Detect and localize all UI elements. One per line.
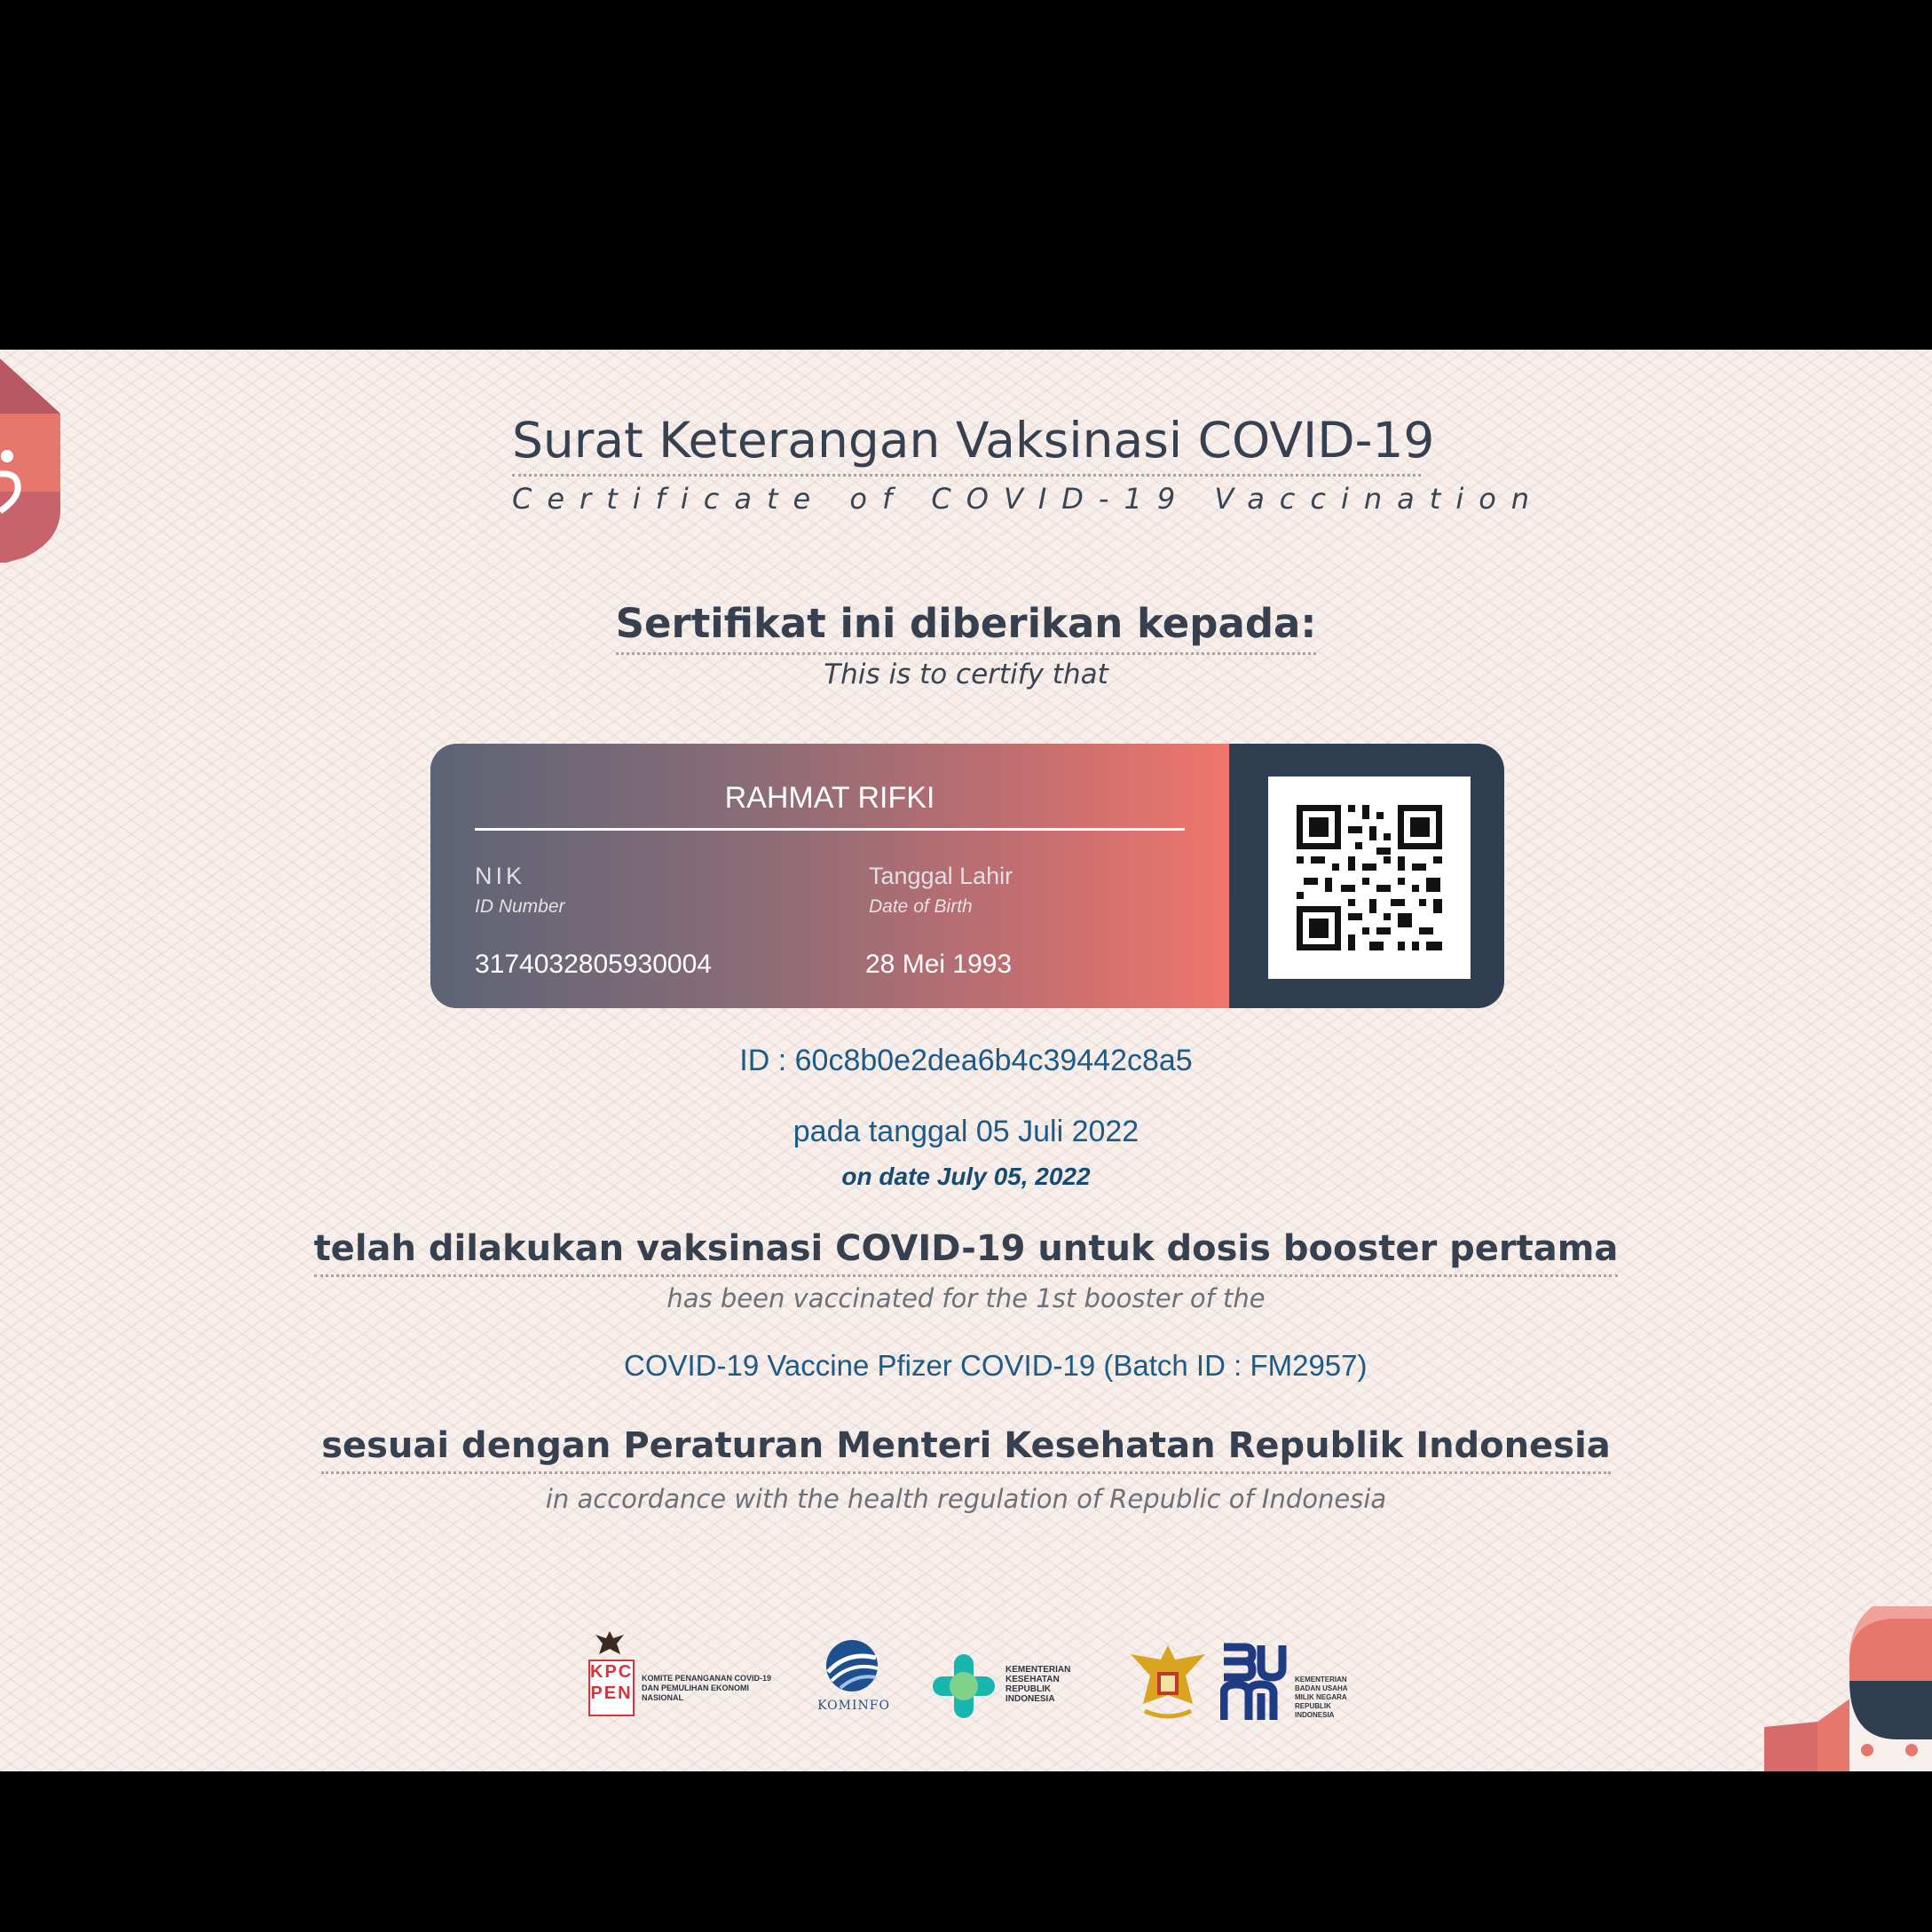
regulation-en: in accordance with the health regulation of Republic of Indonesia: [545, 1484, 1387, 1514]
dob-label: Tanggal Lahir: [869, 863, 1013, 889]
garuda-pancasila-icon: [1127, 1642, 1209, 1723]
dob-sublabel: Date of Birth: [869, 896, 973, 917]
logos-row: [581, 1629, 1362, 1727]
kpcpen-text: KOMITE PENANGANAN COVID-19 DAN PEMULIHAN EKONOMI NASIONAL: [642, 1674, 772, 1702]
statement-en: has been vaccinated for the 1st booster of the: [666, 1283, 1266, 1313]
certificate: [0, 350, 1932, 1771]
vaccine-info: COVID-19 Vaccine Pfizer COVID-19 (Batch ID : FM2957): [624, 1349, 1368, 1382]
regulation-id: sesuai dengan Peraturan Menteri Kesehatan Republik Indonesia: [321, 1425, 1611, 1474]
pedulilindungi-logo-icon: [0, 359, 71, 563]
title-block: [512, 412, 1545, 516]
qr-code-icon: [1268, 777, 1471, 979]
dob-value: 28 Mei 1993: [865, 950, 1013, 979]
kemenkes-text: KEMENTERIAN KESEHATAN REPUBLIK INDONESIA: [1005, 1665, 1071, 1704]
statement-id: telah dilakukan vaksinasi COVID-19 untuk dosis booster pertama: [314, 1228, 1619, 1277]
date-en: on date July 05, 2022: [841, 1163, 1091, 1190]
pen-text: PEN: [590, 1684, 633, 1703]
kpcpen-logo: [588, 1660, 635, 1716]
identity-card: [430, 744, 1504, 1008]
intro-label-en: This is to certify that: [824, 658, 1108, 690]
garuda-small-icon: [592, 1629, 627, 1658]
kemenkes-logo-icon: [933, 1654, 995, 1718]
bumn-logo-icon: [1220, 1642, 1289, 1722]
holder-name: RAHMAT RIFKI: [475, 781, 1185, 831]
statement-block: [0, 1228, 1932, 1277]
qr-code: [1268, 777, 1471, 979]
kpc-text: KPC: [590, 1662, 634, 1682]
title-en: Certificate of COVID-19 Vaccination: [512, 482, 1545, 516]
certificate-id: ID : 60c8b0e2dea6b4c39442c8a5: [739, 1044, 1193, 1077]
nik-value: 3174032805930004: [475, 950, 712, 979]
kominfo-logo-icon: [821, 1638, 883, 1693]
intro-label-id: Sertifikat ini diberikan kepada:: [616, 600, 1317, 655]
kominfo-text: KOMINFO: [817, 1699, 890, 1713]
intro-block: [0, 600, 1932, 655]
nik-sublabel: ID Number: [475, 896, 565, 917]
title-id: Surat Keterangan Vaksinasi COVID-19: [512, 412, 1421, 477]
date-id: pada tanggal 05 Juli 2022: [793, 1115, 1139, 1148]
nik-label: NIK: [475, 863, 526, 889]
regulation-block: [0, 1425, 1932, 1474]
corner-decoration-icon: [1764, 1606, 1932, 1771]
bumn-text: KEMENTERIAN BADAN USAHA MILIK NEGARA REPUBLIK INDONESIA: [1295, 1676, 1348, 1719]
